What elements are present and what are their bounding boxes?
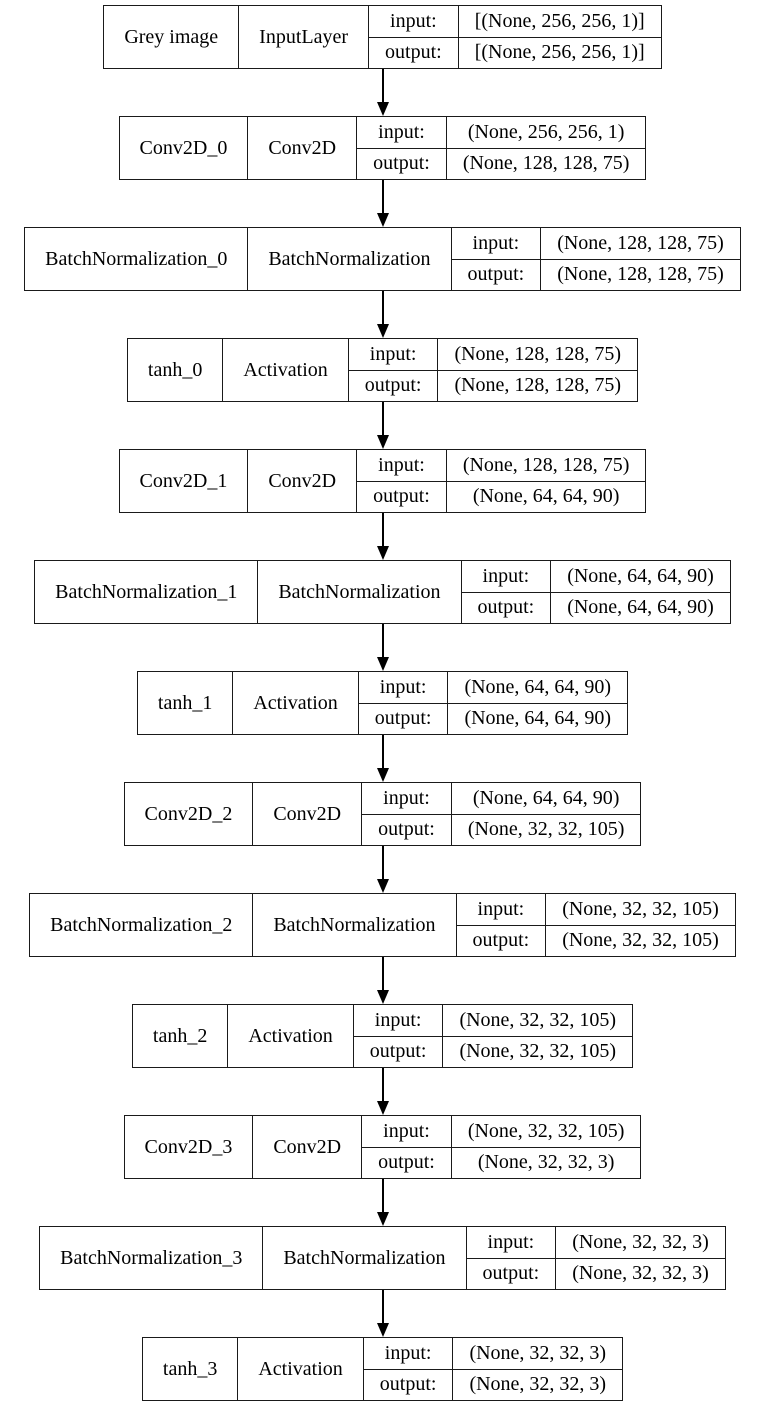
flow-arrow [377,180,389,227]
io-label-column [452,228,542,290]
io-label-column [457,894,547,956]
output-label: output: [374,707,432,730]
input-label: input: [362,1116,451,1148]
input-label: input: [357,450,446,482]
output-label: output: [467,263,525,286]
input-shape: (None, 128, 128, 75) [438,339,637,371]
input-shape: (None, 128, 128, 75) [447,450,646,482]
flow-arrow [377,846,389,893]
arrowhead-icon [377,546,389,560]
layer-type: Activation [238,1338,363,1400]
output-label: output: [378,818,435,841]
io-label-column [357,450,447,512]
output-label: output: [378,1151,435,1174]
layer-name: tanh_0 [128,339,223,401]
io-shape-column [551,561,730,623]
output-label: output: [364,374,422,397]
layer-name: BatchNormalization_3 [40,1227,263,1289]
flow-arrow [377,69,389,116]
arrowhead-icon [377,1323,389,1337]
input-shape: (None, 32, 32, 3) [556,1227,725,1259]
layer-node-conv2d-3 [124,1115,642,1179]
layer-type: Conv2D [253,783,362,845]
output-shape: (None, 32, 32, 105) [459,1040,617,1063]
io-label-column [462,561,552,623]
layer-type: Conv2D [248,117,357,179]
layer-name: Conv2D_1 [120,450,249,512]
layer-node-inputlayer [103,5,661,69]
layer-node-conv2d-2 [124,782,642,846]
arrowhead-icon [377,1101,389,1115]
output-shape: (None, 32, 32, 3) [477,1151,615,1174]
layer-type: BatchNormalization [263,1227,466,1289]
arrow-stem [382,1179,384,1212]
io-shape-column [453,1338,622,1400]
input-label: input: [457,894,546,926]
input-shape: (None, 32, 32, 105) [452,1116,641,1148]
io-label-column [362,1116,452,1178]
input-shape: (None, 32, 32, 105) [443,1005,632,1037]
io-label-column [467,1227,557,1289]
io-label-column [354,1005,444,1067]
input-shape: (None, 256, 256, 1) [447,117,646,149]
io-label-column [359,672,449,734]
arrow-stem [382,624,384,657]
output-shape: (None, 128, 128, 75) [454,374,622,397]
layer-type: Conv2D [253,1116,362,1178]
io-shape-column [459,6,661,68]
output-shape: (None, 128, 128, 75) [557,263,724,286]
layer-name: Conv2D_2 [125,783,254,845]
layer-type: Conv2D [248,450,357,512]
layer-node-tanh-2 [132,1004,633,1068]
layer-type: Activation [223,339,348,401]
arrow-stem [382,846,384,879]
layer-type: InputLayer [239,6,369,68]
layer-name: BatchNormalization_2 [30,894,253,956]
io-shape-column [452,1116,641,1178]
arrow-stem [382,513,384,546]
layer-node-conv2d-0 [119,116,647,180]
flow-arrow [377,1290,389,1337]
io-shape-column [452,783,641,845]
input-label: input: [369,6,458,38]
output-shape: (None, 64, 64, 90) [472,485,620,508]
output-shape: [(None, 256, 256, 1)] [474,41,645,64]
io-label-column [364,1338,454,1400]
flow-arrow [377,402,389,449]
arrowhead-icon [377,102,389,116]
layer-name: BatchNormalization_1 [35,561,258,623]
layer-name: Conv2D_0 [120,117,249,179]
arrow-stem [382,1068,384,1101]
output-shape: (None, 64, 64, 90) [464,707,612,730]
io-label-column [362,783,452,845]
flow-arrow [377,624,389,671]
output-label: output: [373,485,430,508]
io-shape-column [447,117,646,179]
layer-node-batchnormalization-3 [39,1226,726,1290]
output-label: output: [369,1040,427,1063]
arrowhead-icon [377,879,389,893]
flow-arrow [377,513,389,560]
arrow-stem [382,69,384,102]
flow-arrow [377,1179,389,1226]
layer-name: tanh_3 [143,1338,238,1400]
input-shape: (None, 64, 64, 90) [448,672,627,704]
layer-node-batchnormalization-2 [29,893,736,957]
output-shape: (None, 32, 32, 3) [572,1262,709,1285]
layer-node-batchnormalization-1 [34,560,731,624]
layer-type: Activation [228,1005,353,1067]
arrowhead-icon [377,1212,389,1226]
input-label: input: [354,1005,443,1037]
input-shape: (None, 64, 64, 90) [452,783,641,815]
input-label: input: [362,783,451,815]
output-label: output: [482,1262,540,1285]
arrow-stem [382,402,384,435]
output-label: output: [373,152,430,175]
input-shape: (None, 64, 64, 90) [551,561,730,593]
io-shape-column [448,672,627,734]
output-label: output: [477,596,535,619]
arrow-stem [382,1290,384,1323]
layer-name: Conv2D_3 [125,1116,254,1178]
flow-arrow [377,1068,389,1115]
io-shape-column [546,894,735,956]
input-label: input: [357,117,446,149]
io-shape-column [556,1227,725,1289]
layer-name: Grey image [104,6,239,68]
output-shape: (None, 32, 32, 105) [467,818,625,841]
io-label-column [357,117,447,179]
layer-name: tanh_1 [138,672,233,734]
layer-name: tanh_2 [133,1005,228,1067]
input-shape: (None, 32, 32, 105) [546,894,735,926]
io-label-column [369,6,459,68]
output-label: output: [472,929,530,952]
arrow-stem [382,291,384,324]
input-label: input: [364,1338,453,1370]
flow-arrow [377,291,389,338]
layer-type: BatchNormalization [248,228,451,290]
arrow-stem [382,180,384,213]
io-label-column [349,339,439,401]
layer-node-conv2d-1 [119,449,647,513]
input-label: input: [467,1227,556,1259]
output-label: output: [379,1373,437,1396]
layer-node-tanh-3 [142,1337,623,1401]
output-shape: (None, 32, 32, 105) [562,929,719,952]
input-label: input: [349,339,438,371]
arrowhead-icon [377,990,389,1004]
io-shape-column [443,1005,632,1067]
layer-type: BatchNormalization [258,561,461,623]
arrowhead-icon [377,324,389,338]
input-shape: [(None, 256, 256, 1)] [459,6,661,38]
input-label: input: [452,228,541,260]
arrowhead-icon [377,657,389,671]
arrow-stem [382,735,384,768]
flow-arrow [377,957,389,1004]
input-shape: (None, 128, 128, 75) [541,228,740,260]
layer-node-tanh-1 [137,671,628,735]
io-shape-column [438,339,637,401]
flow-arrow [377,735,389,782]
output-label: output: [385,41,442,64]
layer-type: BatchNormalization [253,894,456,956]
output-shape: (None, 32, 32, 3) [469,1373,607,1396]
arrow-stem [382,957,384,990]
output-shape: (None, 64, 64, 90) [567,596,714,619]
io-shape-column [447,450,646,512]
arrowhead-icon [377,768,389,782]
arrowhead-icon [377,213,389,227]
layer-node-tanh-0 [127,338,638,402]
input-label: input: [359,672,448,704]
input-label: input: [462,561,551,593]
layer-node-batchnormalization-0 [24,227,741,291]
layer-type: Activation [233,672,358,734]
output-shape: (None, 128, 128, 75) [462,152,630,175]
input-shape: (None, 32, 32, 3) [453,1338,622,1370]
arrowhead-icon [377,435,389,449]
io-shape-column [541,228,740,290]
layer-name: BatchNormalization_0 [25,228,248,290]
